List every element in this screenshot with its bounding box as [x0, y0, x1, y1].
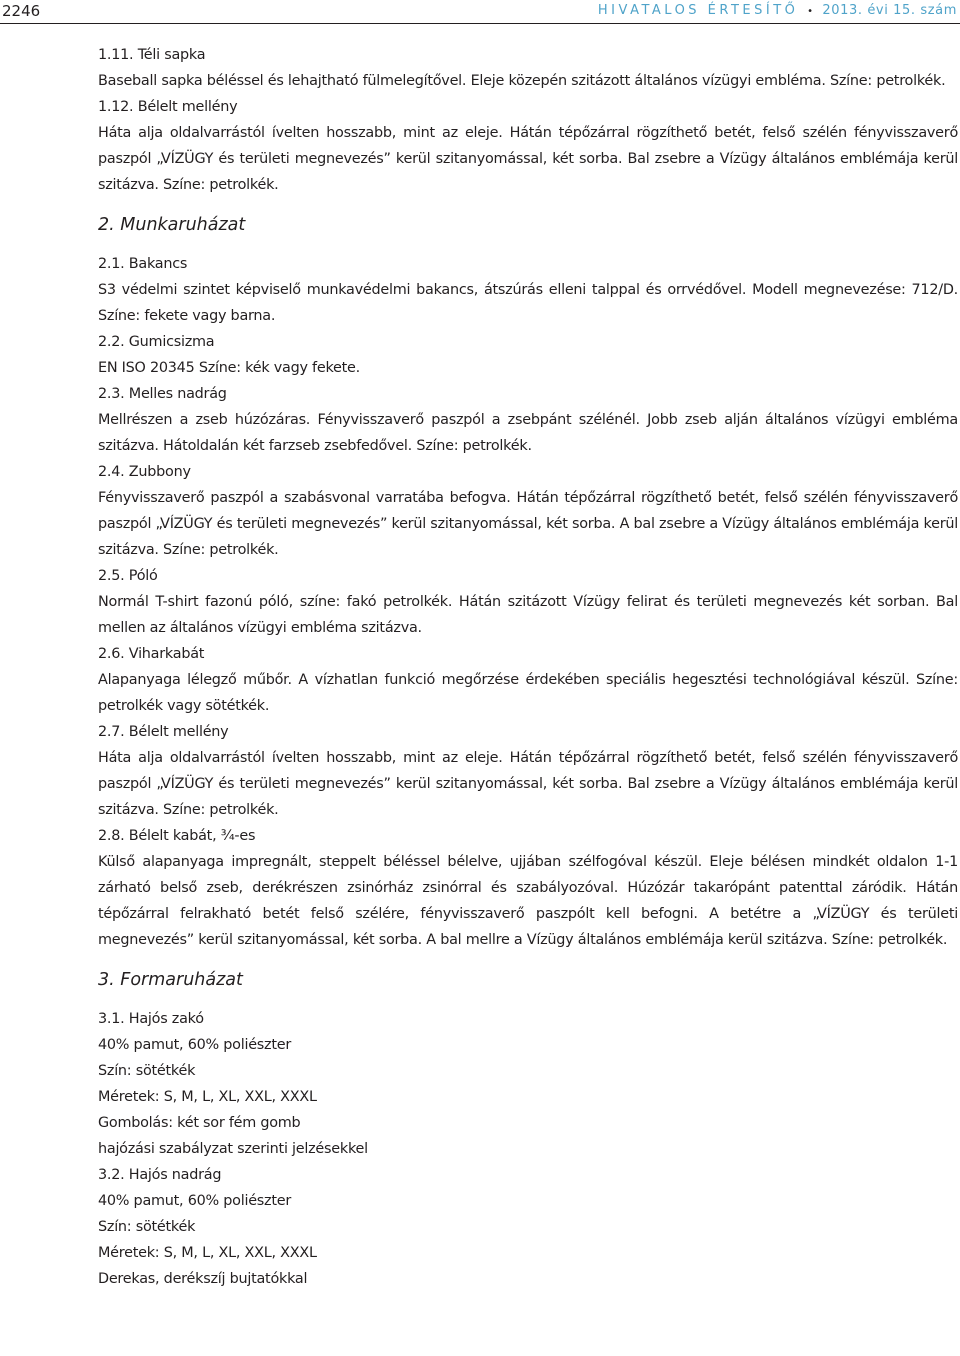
- item-title-2-7: 2.7. Bélelt mellény: [98, 724, 229, 740]
- section-spacer: [98, 993, 958, 1006]
- spec-line: hajózási szabályzat szerinti jelzésekkel: [98, 1141, 368, 1157]
- publication-name: HIVATALOS ÉRTESÍTŐ: [597, 3, 799, 18]
- item-text-1-11: Baseball sapka béléssel és lehajtható fülmelegítővel. Eleje közepén szitázott általános vízügyi embléma. Színe: petrolkék.: [98, 73, 946, 89]
- item-text-2-1: S3 védelmi szintet képviselő munkavédelmi bakancs, átszúrás elleni talppal és orrvédővel. Modell megnevezése: 712/D. Színe: fekete vagy barna.: [98, 282, 958, 324]
- document-body: [98, 42, 958, 1292]
- item-title-2-1: 2.1. Bakancs: [98, 256, 188, 272]
- item-title-2-5: 2.5. Póló: [98, 568, 158, 584]
- spec-line: Gombolás: két sor fém gomb: [98, 1115, 301, 1131]
- item-title-3-2: 3.2. Hajós nadrág: [98, 1167, 222, 1183]
- page-header: [0, 0, 960, 24]
- section-spacer: [98, 238, 958, 251]
- item-title-1-11: 1.11. Téli sapka: [98, 47, 206, 63]
- spec-line: 40% pamut, 60% poliészter: [98, 1193, 292, 1209]
- item-text-2-5: Normál T-shirt fazonú póló, színe: fakó petrolkék. Hátán szitázott Vízügy felirat és területi megnevezés két sorban. Bal mellen az általános vízügyi embléma szitázva.: [98, 594, 958, 636]
- spec-line: 40% pamut, 60% poliészter: [98, 1037, 292, 1053]
- section-spacer: [98, 953, 958, 967]
- spec-line: Szín: sötétkék: [98, 1063, 196, 1079]
- item-text-1-12: Háta alja oldalvarrástól ívelten hosszabb, mint az eleje. Hátán tépőzárral rögzíthető betét, felső szélén fényvisszaverő paszpól „VÍZÜGY és területi megnevezés” kerül szitanyomással, két sorba. Bal zsebre a Vízügy általános emblémája kerül szitázva. Színe: petrolkék.: [98, 125, 958, 193]
- item-text-2-2: EN ISO 20345 Színe: kék vagy fekete.: [98, 360, 360, 376]
- item-text-2-4: Fényvisszaverő paszpól a szabásvonal varratába befogva. Hátán tépőzárral rögzíthető betét, felső szélén fényvisszaverő paszpól „VÍZÜGY és területi megnevezés” kerül szitanyomással, két sorba. A bal zsebre a Vízügy általános emblémája kerül szitázva. Színe: petrolkék.: [98, 490, 958, 558]
- spec-line: Derekas, derékszíj bujtatókkal: [98, 1271, 308, 1287]
- spec-line: Szín: sötétkék: [98, 1219, 196, 1235]
- spec-line: Méretek: S, M, L, XL, XXL, XXXL: [98, 1245, 317, 1261]
- item-title-2-2: 2.2. Gumicsizma: [98, 334, 215, 350]
- running-title: [598, 1, 957, 22]
- item-title-2-6: 2.6. Viharkabát: [98, 646, 205, 662]
- header-rule: [0, 23, 960, 24]
- issue-label: 2013. évi 15. szám: [822, 3, 957, 18]
- item-title-2-4: 2.4. Zubbony: [98, 464, 191, 480]
- page-number: 2246: [2, 2, 41, 20]
- section-spacer: [98, 198, 958, 212]
- item-title-3-1: 3.1. Hajós zakó: [98, 1011, 204, 1027]
- item-text-2-8: Külső alapanyaga impregnált, steppelt béléssel bélelve, ujjában szélfogóval készül. Eleje bélésen mindkét oldalon 1-1 zárható belső zseb, derékrészen zsinórház zsinórral és szabályozóval. Húzózár takarópánt patenttal záródik. Hátán tépőzárral felrakható betét felső szélére, fényvisszaverő paszpólt kell befogni. A betétre a „VÍZÜGY és területi megnevezés” kerül szitanyomással, két sorba. A bal mellre a Vízügy általános emblémája kerül szitázva. Színe: petrolkék.: [98, 854, 958, 948]
- item-text-2-6: Alapanyaga lélegző műbőr. A vízhatlan funkció megőrzése érdekében speciális hegesztési technológiával készül. Színe: petrolkék vagy sötétkék.: [98, 672, 958, 714]
- section-heading-formaruhazat: 3. Formaruházat: [98, 970, 243, 990]
- item-title-2-8: 2.8. Bélelt kabát, ¾-es: [98, 828, 256, 844]
- item-title-1-12: 1.12. Bélelt mellény: [98, 99, 238, 115]
- section-heading-munkaruhazat: 2. Munkaruházat: [98, 215, 246, 235]
- item-title-2-3: 2.3. Melles nadrág: [98, 386, 227, 402]
- item-text-2-7: Háta alja oldalvarrástól ívelten hosszabb, mint az eleje. Hátán tépőzárral rögzíthető betét, felső szélén fényvisszaverő paszpól „VÍZÜGY és területi megnevezés” kerül szitanyomással, két sorba. Bal zsebre a Vízügy általános emblémája kerül szitázva. Színe: petrolkék.: [98, 750, 958, 818]
- bullet-separator: •: [807, 6, 814, 17]
- spec-line: Méretek: S, M, L, XL, XXL, XXXL: [98, 1089, 317, 1105]
- item-text-2-3: Mellrészen a zseb húzózáras. Fényvisszaverő paszpól a zsebpánt szélénél. Jobb zseb alján általános vízügyi embléma szitázva. Hátoldalán két farzseb zsebfedővel. Színe: petrolkék.: [98, 412, 958, 454]
